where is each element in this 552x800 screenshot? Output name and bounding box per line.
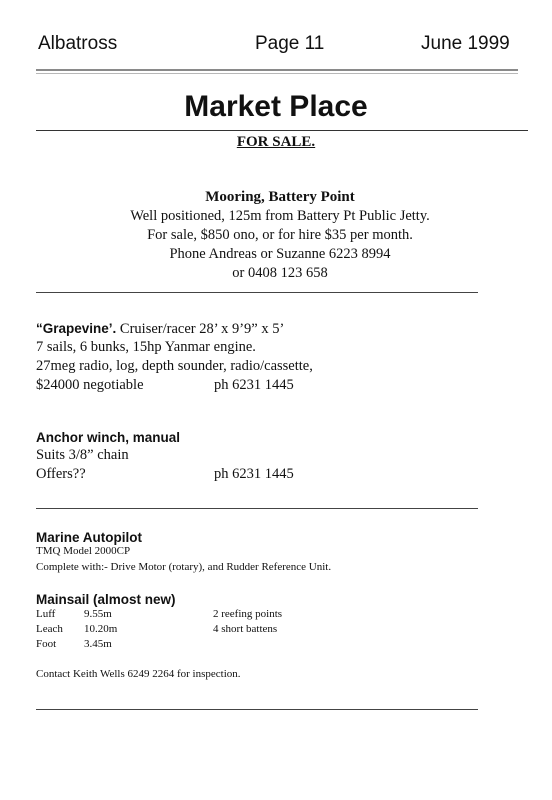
- spec-note: 4 short battens: [213, 623, 278, 635]
- ad-divider: [36, 292, 478, 293]
- boat-name: “Grapevine’.: [36, 321, 117, 336]
- autopilot-complete: Complete with:- Drive Motor (rotary), and Rudder Reference Unit.: [36, 561, 332, 573]
- page-number: Page 11: [255, 33, 325, 54]
- section-heading: FOR SALE.: [236, 134, 316, 150]
- page-title: Market Place: [184, 90, 368, 123]
- mooring-line: Well positioned, 125m from Battery Pt Public Jetty.: [130, 208, 430, 224]
- autopilot-model: TMQ Model 2000CP: [36, 545, 131, 557]
- spec-label-foot: Foot: [36, 638, 57, 650]
- spec-label-leach: Leach: [36, 623, 63, 635]
- newsletter-name: Albatross: [38, 33, 118, 54]
- anchor-winch-phone: ph 6231 1445: [214, 466, 294, 482]
- spec-value-foot: 3.45m: [84, 638, 112, 650]
- grapevine-price: $24000 negotiable: [36, 377, 144, 393]
- ad-divider: [36, 508, 478, 509]
- mooring-line: or 0408 123 658: [232, 265, 328, 281]
- grapevine-phone: ph 6231 1445: [214, 377, 294, 393]
- anchor-winch-title: Anchor winch, manual: [36, 430, 181, 445]
- anchor-winch-chain: Suits 3/8” chain: [36, 447, 129, 463]
- mainsail-contact: Contact Keith Wells 6249 2264 for inspection.: [36, 668, 241, 680]
- header-divider-secondary: [36, 73, 518, 74]
- mainsail-title: Mainsail (almost new): [36, 592, 176, 607]
- grapevine-line-1: [36, 319, 284, 339]
- mooring-title: Mooring, Battery Point: [205, 189, 355, 205]
- anchor-winch-offers: Offers??: [36, 466, 86, 482]
- issue-date: June 1999: [421, 33, 510, 54]
- mooring-line: For sale, $850 ono, or for hire $35 per month.: [147, 227, 413, 243]
- ad-divider: [36, 709, 478, 710]
- spec-value-leach: 10.20m: [84, 623, 118, 635]
- grapevine-line-2: 7 sails, 6 bunks, 15hp Yanmar engine.: [36, 339, 256, 355]
- header-divider: [36, 69, 518, 71]
- mooring-line: Phone Andreas or Suzanne 6223 8994: [169, 246, 391, 262]
- autopilot-title: Marine Autopilot: [36, 530, 142, 545]
- spec-label-luff: Luff: [36, 608, 56, 620]
- grapevine-line-3: 27meg radio, log, depth sounder, radio/cassette,: [36, 358, 313, 374]
- spec-value-luff: 9.55m: [84, 608, 112, 620]
- title-divider: [36, 130, 528, 131]
- spec-note: 2 reefing points: [213, 608, 283, 620]
- boat-description: Cruiser/racer 28’ x 9’9” x 5’: [119, 321, 285, 337]
